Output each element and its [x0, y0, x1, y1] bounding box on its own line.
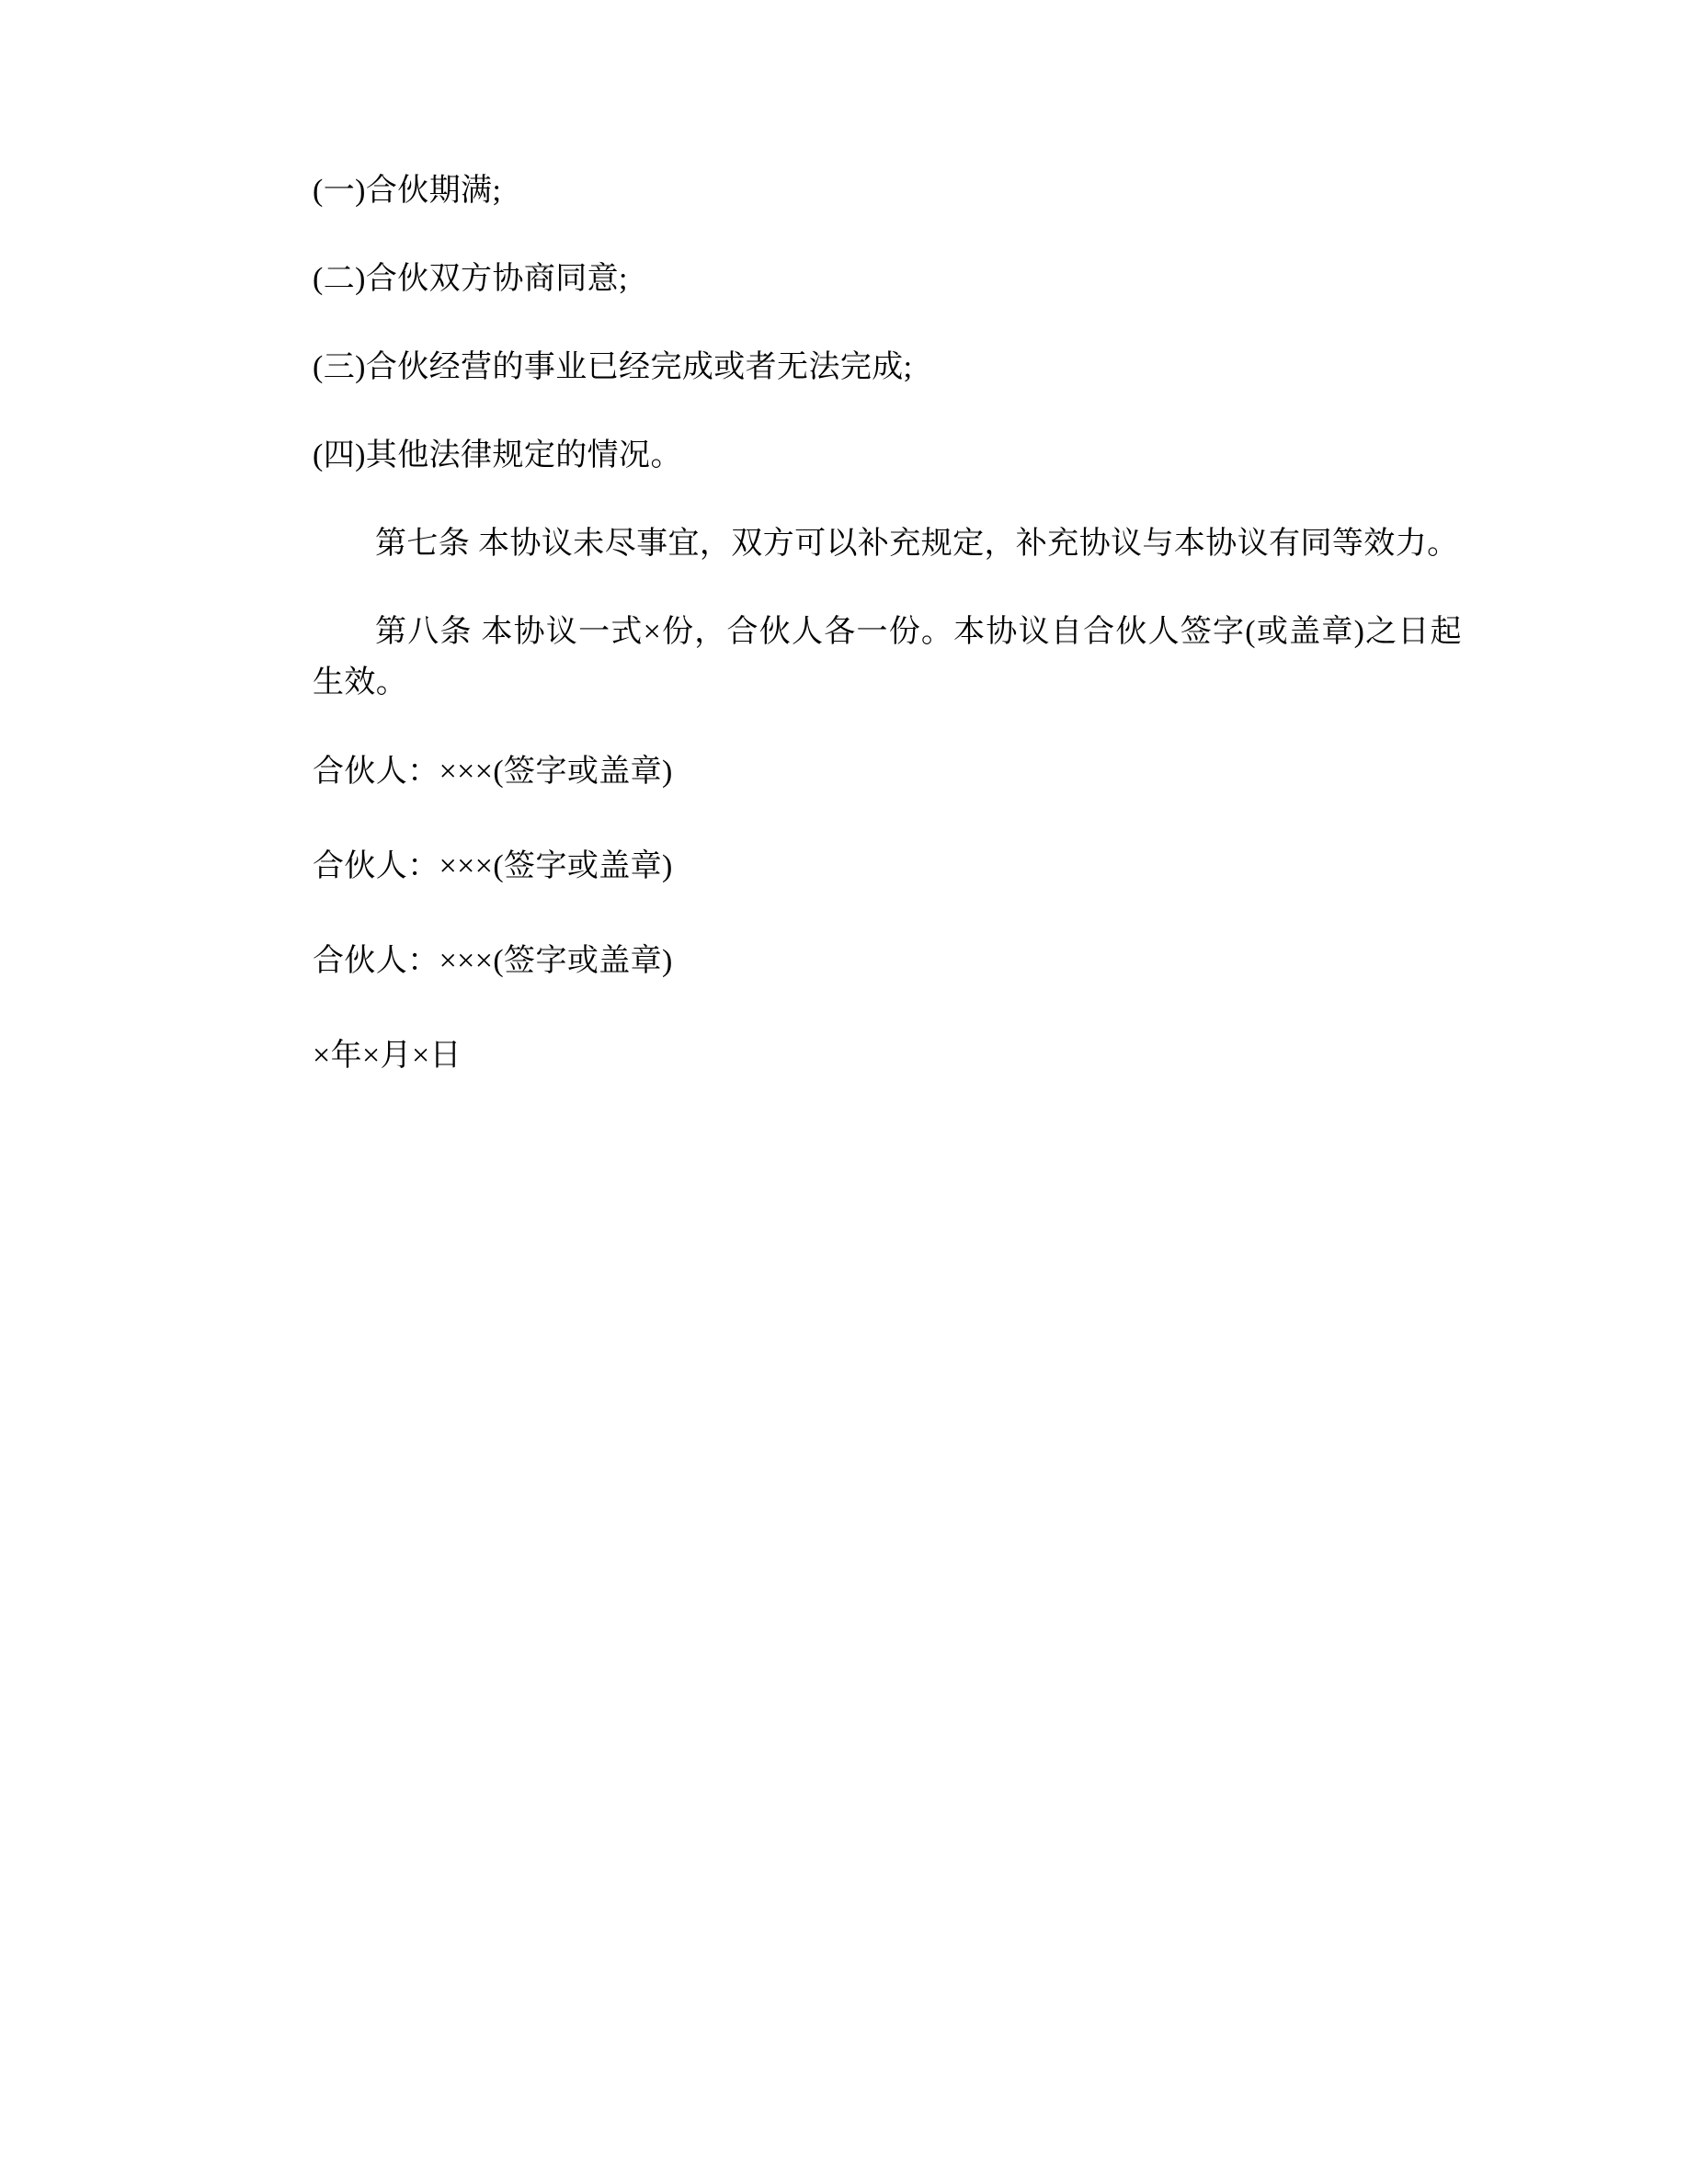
document-body: [313, 165, 1462, 1081]
clause-8-paragraph: 第八条 本协议一式×份，合伙人各一份。本协议自合伙人签字(或盖章)之日起生效。: [313, 615, 1462, 700]
signature-line-2: 合伙人：×××(签字或盖章): [313, 848, 673, 883]
signature-line-1: 合伙人：×××(签字或盖章): [313, 754, 673, 789]
clause-6-item-4: (四)其他法律规定的情况。: [313, 438, 682, 473]
signature-line-3: 合伙人：×××(签字或盖章): [313, 943, 673, 978]
clause-6-item-3: (三)合伙经营的事业已经完成或者无法完成;: [313, 350, 913, 385]
clause-6-item-1: (一)合伙期满;: [313, 174, 502, 208]
signature-date: ×年×月×日: [313, 1038, 462, 1073]
clause-6-item-2: (二)合伙双方协商同意;: [313, 262, 628, 297]
clause-7-paragraph: 第七条 本协议未尽事宜，双方可以补充规定，补充协议与本协议有同等效力。: [375, 527, 1459, 562]
